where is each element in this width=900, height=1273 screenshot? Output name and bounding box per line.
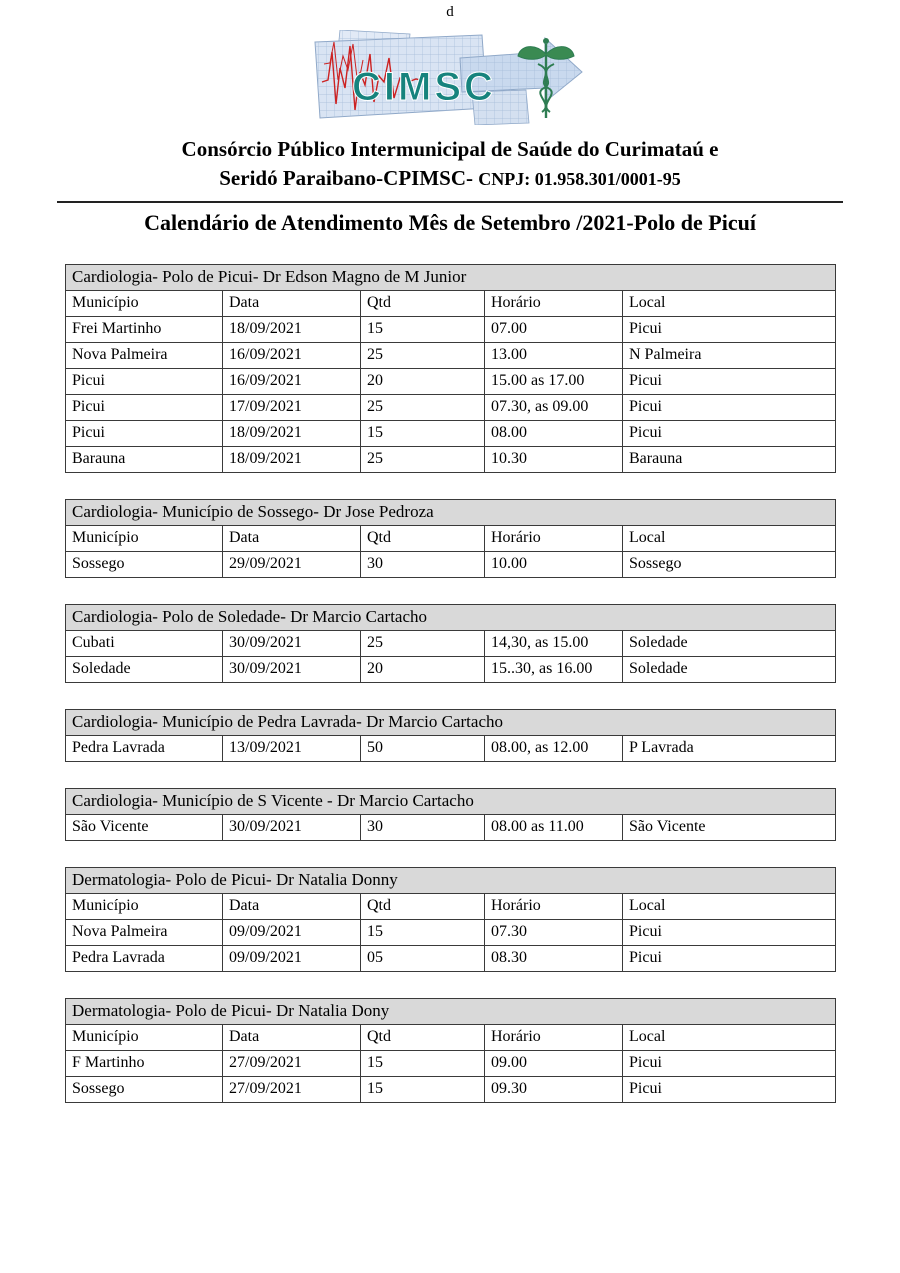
column-header: Município <box>66 893 223 919</box>
column-header: Município <box>66 1024 223 1050</box>
logo-text: CIMSC <box>352 65 496 109</box>
cell-qtd: 15 <box>361 919 485 945</box>
table-title: Cardiologia- Município de Pedra Lavrada- Dr Marcio Cartacho <box>66 709 836 735</box>
cell-horario: 09.00 <box>485 1050 623 1076</box>
cell-horario: 14,30, as 15.00 <box>485 630 623 656</box>
tables-section <box>65 264 835 1103</box>
cell-qtd: 30 <box>361 814 485 840</box>
org-title <box>0 135 900 194</box>
cell-qtd: 05 <box>361 945 485 971</box>
cell-qtd: 15 <box>361 420 485 446</box>
cell-horario: 09.30 <box>485 1076 623 1102</box>
header-divider <box>57 201 843 203</box>
column-header: Horário <box>485 290 623 316</box>
cell-local: Soledade <box>623 656 836 682</box>
cell-data: 13/09/2021 <box>223 735 361 761</box>
column-header: Qtd <box>361 290 485 316</box>
cell-qtd: 15 <box>361 1076 485 1102</box>
cell-local: Picui <box>623 420 836 446</box>
cell-data: 09/09/2021 <box>223 945 361 971</box>
cell-qtd: 25 <box>361 394 485 420</box>
cell-qtd: 15 <box>361 1050 485 1076</box>
cell-horario: 13.00 <box>485 342 623 368</box>
cell-horario: 15..30, as 16.00 <box>485 656 623 682</box>
cell-horario: 07.30 <box>485 919 623 945</box>
column-header: Local <box>623 893 836 919</box>
cell-municipio: São Vicente <box>66 814 223 840</box>
cell-local: Picui <box>623 919 836 945</box>
column-header: Data <box>223 1024 361 1050</box>
cell-local: N Palmeira <box>623 342 836 368</box>
cell-municipio: Soledade <box>66 656 223 682</box>
column-header: Data <box>223 893 361 919</box>
schedule-table <box>65 788 836 841</box>
cell-horario: 10.00 <box>485 551 623 577</box>
column-header: Qtd <box>361 525 485 551</box>
cell-qtd: 25 <box>361 342 485 368</box>
cell-horario: 08.00 <box>485 420 623 446</box>
cell-data: 30/09/2021 <box>223 814 361 840</box>
cell-local: Picui <box>623 368 836 394</box>
cell-qtd: 25 <box>361 630 485 656</box>
cell-horario: 08.30 <box>485 945 623 971</box>
column-header: Local <box>623 525 836 551</box>
column-header: Data <box>223 525 361 551</box>
cell-municipio: Pedra Lavrada <box>66 735 223 761</box>
cell-local: Picui <box>623 1076 836 1102</box>
table-title: Dermatologia- Polo de Picui- Dr Natalia Donny <box>66 867 836 893</box>
cell-data: 18/09/2021 <box>223 420 361 446</box>
cell-municipio: Pedra Lavrada <box>66 945 223 971</box>
org-title-line1: Consórcio Público Intermunicipal de Saúde do Curimataú e <box>181 137 719 161</box>
cell-data: 18/09/2021 <box>223 316 361 342</box>
cell-municipio: Picui <box>66 394 223 420</box>
cell-municipio: Barauna <box>66 446 223 472</box>
cell-horario: 07.30, as 09.00 <box>485 394 623 420</box>
cell-municipio: Cubati <box>66 630 223 656</box>
cell-qtd: 50 <box>361 735 485 761</box>
cell-data: 09/09/2021 <box>223 919 361 945</box>
cell-data: 27/09/2021 <box>223 1050 361 1076</box>
cell-data: 16/09/2021 <box>223 342 361 368</box>
table-title: Cardiologia- Polo de Picui- Dr Edson Magno de M Junior <box>66 264 836 290</box>
cell-qtd: 20 <box>361 656 485 682</box>
org-cnpj: CNPJ: 01.958.301/0001-95 <box>478 169 681 190</box>
page-corner-letter: d <box>446 4 454 20</box>
cell-data: 16/09/2021 <box>223 368 361 394</box>
cell-local: Picui <box>623 316 836 342</box>
column-header: Local <box>623 1024 836 1050</box>
cell-horario: 07.00 <box>485 316 623 342</box>
calendar-heading: Calendário de Atendimento Mês de Setembro /2021-Polo de Picuí <box>144 209 756 235</box>
cell-municipio: Nova Palmeira <box>66 342 223 368</box>
cell-local: Sossego <box>623 551 836 577</box>
cell-municipio: Picui <box>66 368 223 394</box>
schedule-table <box>65 604 836 683</box>
cell-municipio: Nova Palmeira <box>66 919 223 945</box>
cell-data: 29/09/2021 <box>223 551 361 577</box>
cell-horario: 08.00, as 12.00 <box>485 735 623 761</box>
schedule-table <box>65 998 836 1103</box>
table-title: Cardiologia- Município de S Vicente - Dr Marcio Cartacho <box>66 788 836 814</box>
schedule-table <box>65 499 836 578</box>
cell-horario: 08.00 as 11.00 <box>485 814 623 840</box>
cell-data: 18/09/2021 <box>223 446 361 472</box>
table-title: Cardiologia- Polo de Soledade- Dr Marcio Cartacho <box>66 604 836 630</box>
column-header: Horário <box>485 893 623 919</box>
column-header: Data <box>223 290 361 316</box>
cell-municipio: Frei Martinho <box>66 316 223 342</box>
table-title: Cardiologia- Município de Sossego- Dr Jose Pedroza <box>66 499 836 525</box>
table-title: Dermatologia- Polo de Picui- Dr Natalia Dony <box>66 998 836 1024</box>
cimsc-logo <box>0 30 900 125</box>
schedule-table <box>65 709 836 762</box>
org-title-line2 <box>0 164 900 193</box>
cell-municipio: Sossego <box>66 551 223 577</box>
cell-local: Soledade <box>623 630 836 656</box>
cell-local: Barauna <box>623 446 836 472</box>
column-header: Qtd <box>361 1024 485 1050</box>
cell-local: Picui <box>623 1050 836 1076</box>
column-header: Horário <box>485 1024 623 1050</box>
schedule-table <box>65 867 836 972</box>
cell-horario: 10.30 <box>485 446 623 472</box>
cell-data: 30/09/2021 <box>223 656 361 682</box>
cell-qtd: 20 <box>361 368 485 394</box>
column-header: Local <box>623 290 836 316</box>
cell-municipio: Sossego <box>66 1076 223 1102</box>
cell-qtd: 30 <box>361 551 485 577</box>
cell-qtd: 15 <box>361 316 485 342</box>
cell-municipio: Picui <box>66 420 223 446</box>
cell-local: P Lavrada <box>623 735 836 761</box>
cell-local: São Vicente <box>623 814 836 840</box>
cell-local: Picui <box>623 945 836 971</box>
column-header: Qtd <box>361 893 485 919</box>
column-header: Município <box>66 525 223 551</box>
cimsc-logo-graphic <box>310 30 590 125</box>
cell-horario: 15.00 as 17.00 <box>485 368 623 394</box>
schedule-table <box>65 264 836 473</box>
cell-data: 17/09/2021 <box>223 394 361 420</box>
cell-municipio: F Martinho <box>66 1050 223 1076</box>
cell-data: 30/09/2021 <box>223 630 361 656</box>
column-header: Município <box>66 290 223 316</box>
cell-data: 27/09/2021 <box>223 1076 361 1102</box>
cell-qtd: 25 <box>361 446 485 472</box>
column-header: Horário <box>485 525 623 551</box>
org-title-line2-main: Seridó Paraibano-CPIMSC- <box>219 166 473 191</box>
cell-local: Picui <box>623 394 836 420</box>
